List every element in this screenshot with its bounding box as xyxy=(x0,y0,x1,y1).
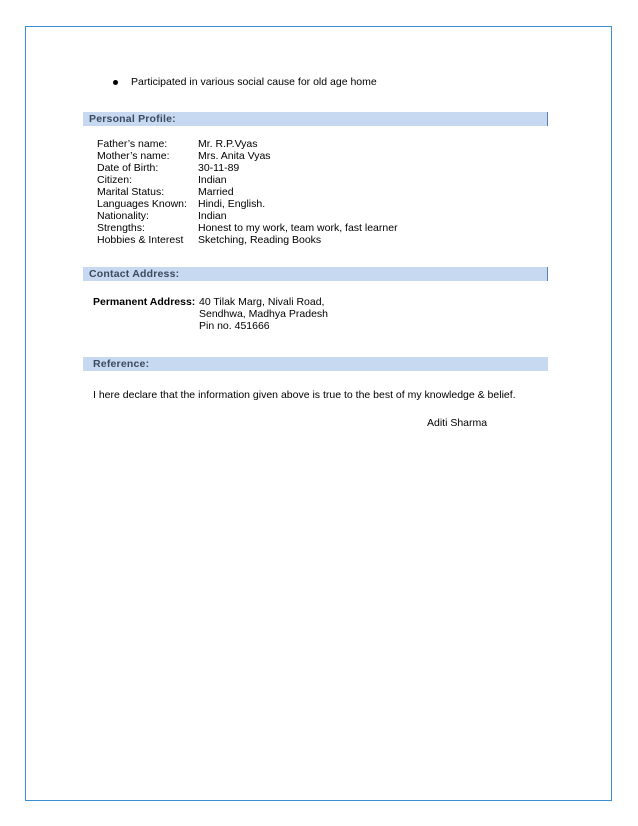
address-line: Pin no. 451666 xyxy=(199,320,270,332)
address-line: Sendhwa, Madhya Pradesh xyxy=(199,308,328,320)
bullet-icon xyxy=(113,80,118,85)
profile-value: Indian xyxy=(198,174,227,186)
profile-value: Indian xyxy=(198,210,227,222)
personal-profile-heading: Personal Profile: xyxy=(89,113,176,125)
profile-value: Mrs. Anita Vyas xyxy=(198,150,271,162)
reference-heading: Reference: xyxy=(93,358,150,370)
profile-label: Citizen: xyxy=(97,174,133,186)
permanent-address-label: Permanent Address: xyxy=(93,296,196,308)
personal-profile-section-bar xyxy=(83,112,548,126)
profile-value: Married xyxy=(198,186,234,198)
profile-label: Strengths: xyxy=(97,222,145,234)
profile-value: 30-11-89 xyxy=(198,162,240,174)
profile-value: Mr. R.P.Vyas xyxy=(198,138,258,150)
declaration-text: I here declare that the information given above is true to the best of my knowledge & belief. xyxy=(93,389,516,401)
profile-value: Honest to my work, team work, fast learner xyxy=(198,222,398,234)
profile-value: Hindi, English. xyxy=(198,198,266,210)
reference-section-bar xyxy=(83,357,548,371)
address-line: 40 Tilak Marg, Nivali Road, xyxy=(199,296,325,308)
profile-value: Sketching, Reading Books xyxy=(198,234,322,246)
bullet-text: Participated in various social cause for old age home xyxy=(131,76,377,88)
contact-address-heading: Contact Address: xyxy=(89,268,180,280)
profile-label: Hobbies & Interest xyxy=(97,234,184,246)
profile-label: Father’s name: xyxy=(97,138,168,150)
profile-label: Languages Known: xyxy=(97,198,187,210)
profile-label: Mother’s name: xyxy=(97,150,170,162)
profile-label: Nationality: xyxy=(97,210,149,222)
profile-label: Marital Status: xyxy=(97,186,165,198)
contact-address-section-bar xyxy=(83,267,548,281)
profile-label: Date of Birth: xyxy=(97,162,159,174)
signature-name: Aditi Sharma xyxy=(427,417,488,429)
